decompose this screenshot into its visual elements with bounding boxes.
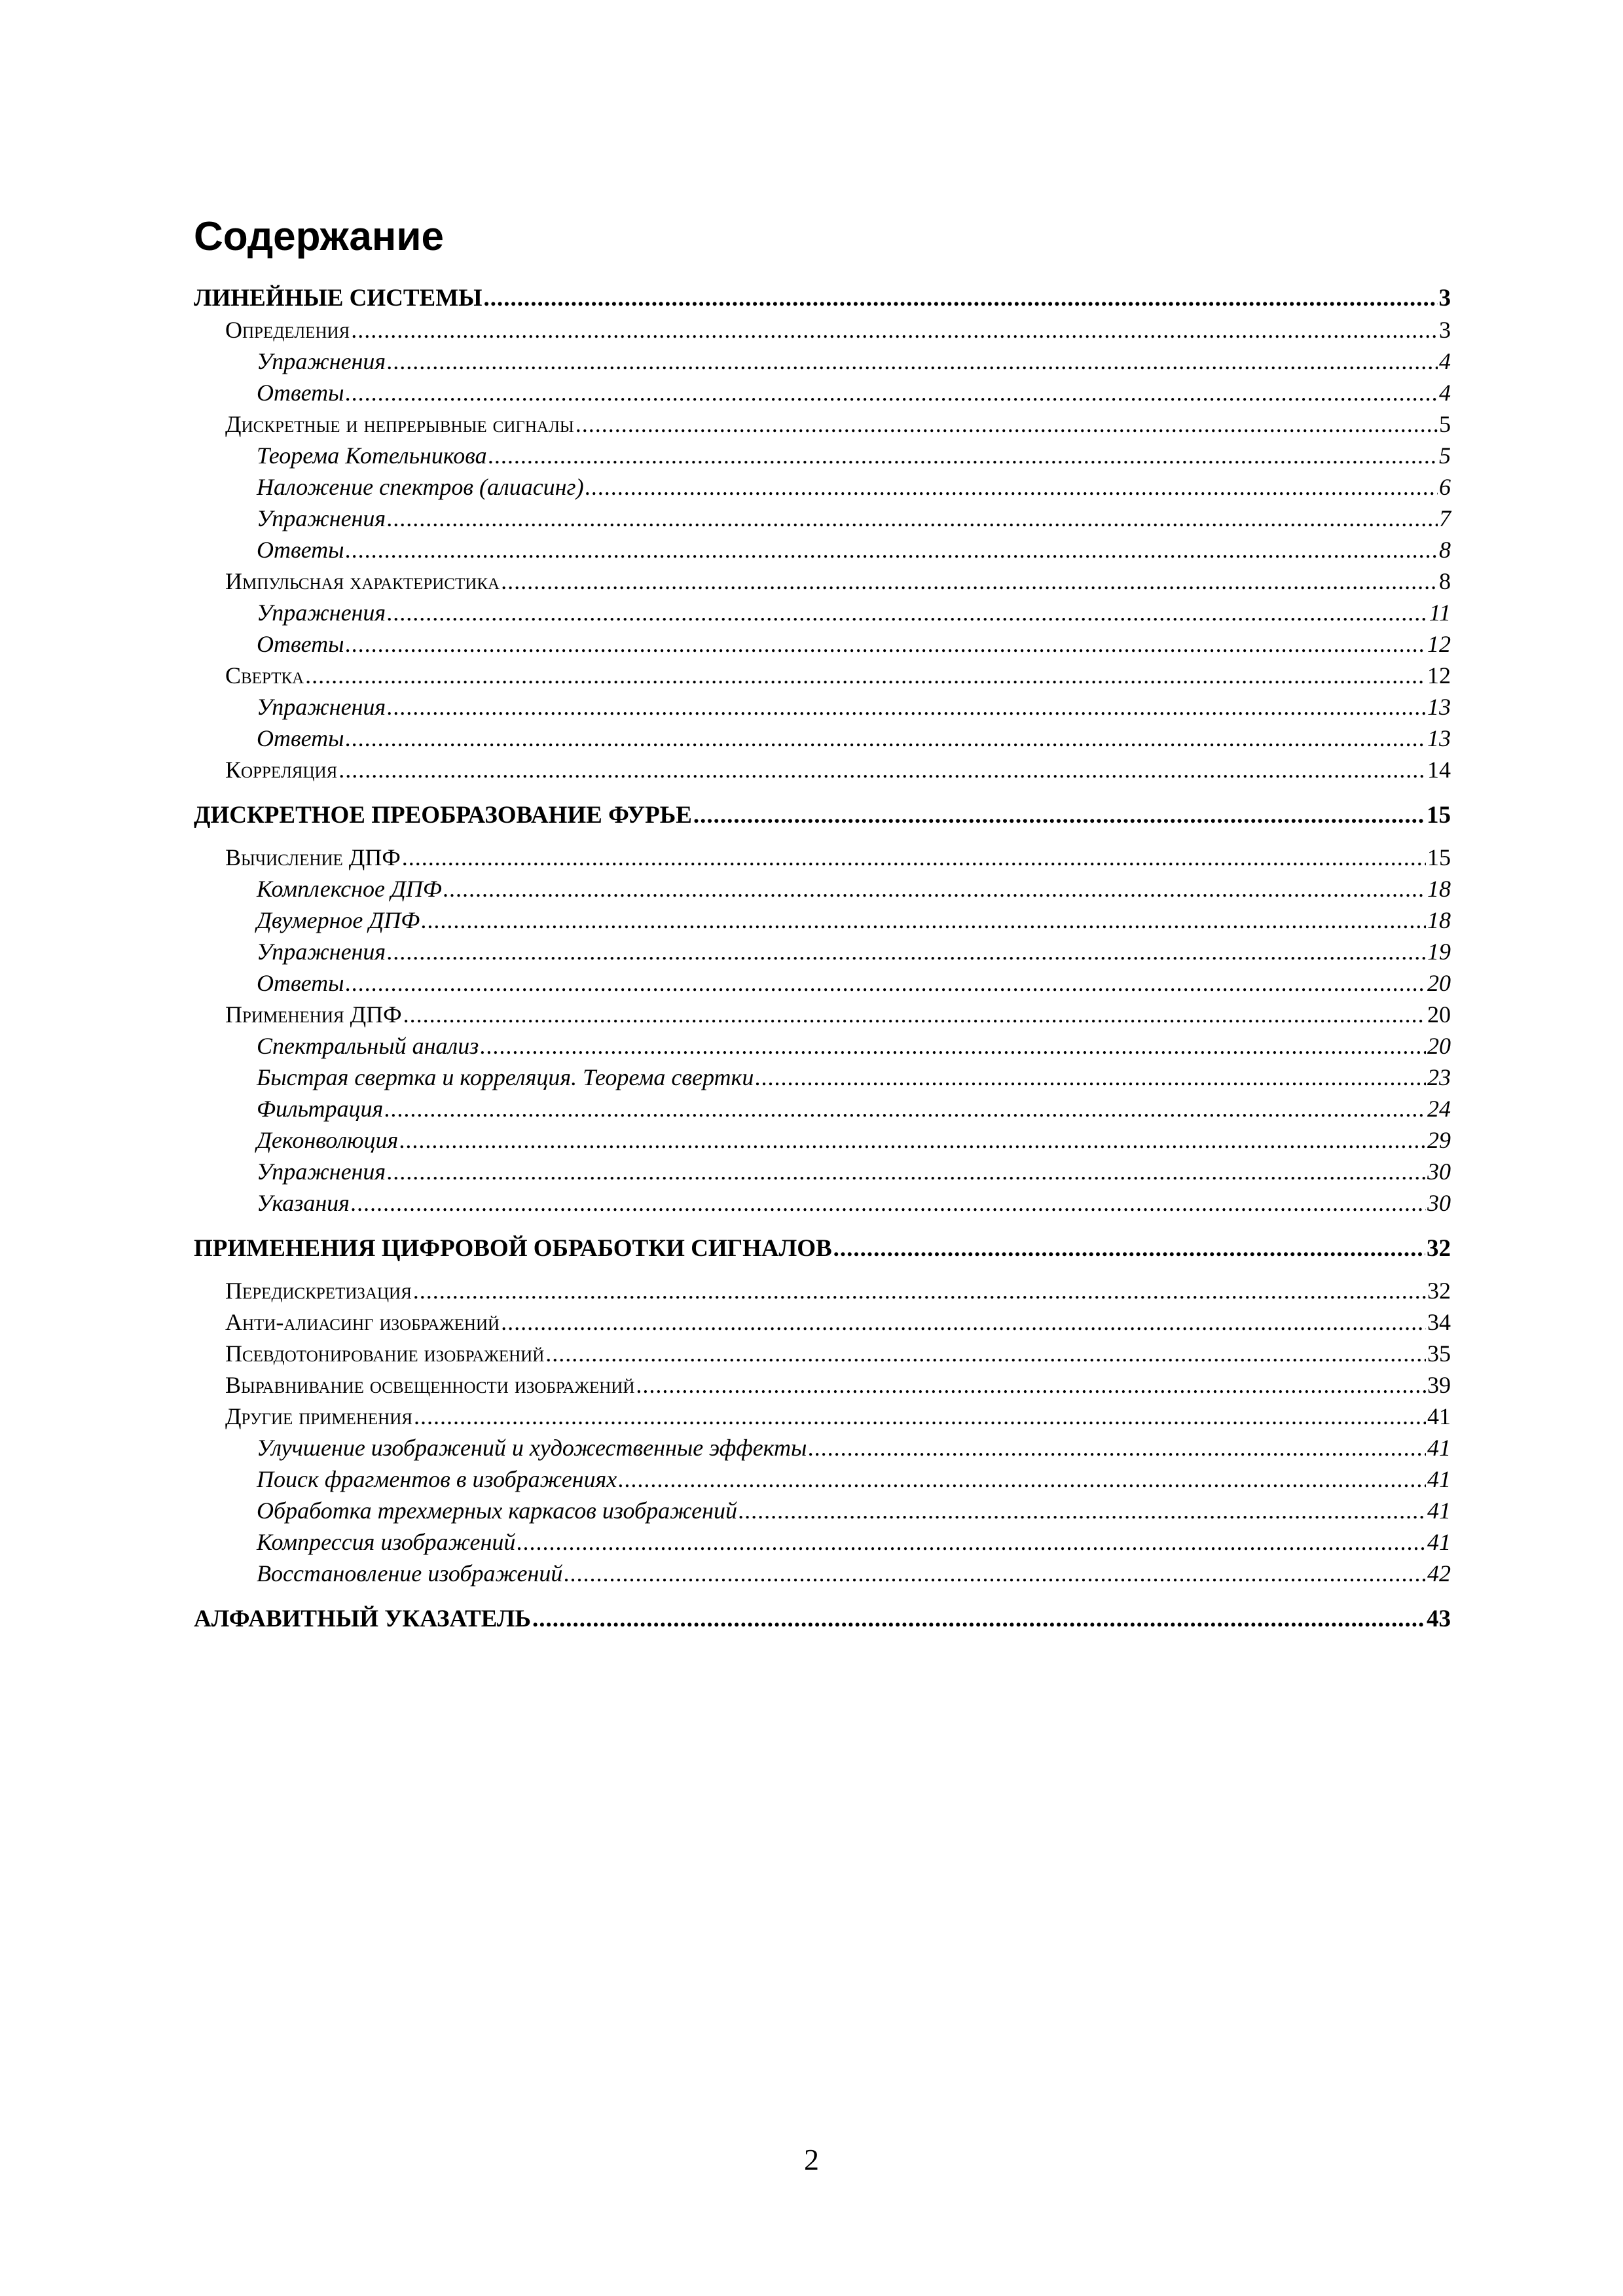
toc-entry-page: 11 <box>1429 600 1451 626</box>
page-title: Содержание <box>194 214 444 259</box>
dot-leader <box>338 754 1426 785</box>
dot-leader <box>739 1495 1426 1526</box>
page-number: 2 <box>804 2143 819 2176</box>
toc-entry-page: 42 <box>1427 1560 1451 1587</box>
toc-entry-label: Дискретные и непрерывные сигналы <box>225 411 574 437</box>
toc-entry-label: Ответы <box>257 631 344 657</box>
toc-subsection-hints[interactable] <box>194 1187 1451 1219</box>
dot-leader <box>402 842 1426 873</box>
toc-section-definitions[interactable] <box>194 314 1451 346</box>
dot-leader <box>387 346 1438 377</box>
toc-subsection-kotelnikov-theorem[interactable] <box>194 440 1451 471</box>
dot-leader <box>346 534 1438 565</box>
toc-entry-label: Восстановление изображений <box>257 1560 563 1587</box>
toc-entry-label: Определения <box>225 317 350 343</box>
dot-leader <box>517 1526 1426 1558</box>
toc-entry-page: 3 <box>1439 317 1451 343</box>
dot-leader <box>384 1093 1426 1124</box>
dot-leader <box>414 1401 1426 1432</box>
toc-entry-page: 29 <box>1427 1127 1451 1153</box>
toc-entry-label: Упражнения <box>257 1158 386 1185</box>
toc-subsection-answers[interactable] <box>194 628 1451 660</box>
toc-entry-page: 4 <box>1439 380 1451 406</box>
toc-entry-label: Свертка <box>225 662 304 689</box>
toc-entry-page: 5 <box>1439 442 1451 469</box>
toc-entry-label: Импульсная характеристика <box>225 568 500 594</box>
toc-subsection-exercises[interactable] <box>194 691 1451 723</box>
toc-entry-page: 23 <box>1427 1064 1451 1090</box>
toc-entry-label: Указания <box>257 1190 350 1216</box>
toc-chapter-linear-systems[interactable] <box>194 283 1451 314</box>
toc-entry-page: 32 <box>1427 1278 1451 1304</box>
dot-leader <box>483 283 1437 314</box>
toc-entry-label: Ответы <box>257 537 344 563</box>
toc-entry-label: Теорема Котельникова <box>257 442 487 469</box>
toc-entry-label: Обработка трехмерных каркасов изображений <box>257 1498 737 1524</box>
toc-entry-label: Деконволюция <box>257 1127 399 1153</box>
dot-leader <box>618 1463 1426 1495</box>
dot-leader <box>346 377 1438 408</box>
dot-leader <box>305 660 1426 691</box>
toc-subsection-2d-dft[interactable] <box>194 905 1451 936</box>
toc-entry-page: 20 <box>1427 1033 1451 1059</box>
toc-entry-page: 41 <box>1427 1435 1451 1461</box>
toc-entry-page: 5 <box>1439 411 1451 437</box>
dot-leader <box>387 691 1426 723</box>
toc-subsection-answers[interactable] <box>194 723 1451 754</box>
toc-entry-label: Упражнения <box>257 505 386 531</box>
dot-leader <box>480 1030 1426 1062</box>
dot-leader <box>413 1275 1426 1306</box>
dot-leader <box>387 936 1426 967</box>
toc-entry-page: 20 <box>1427 1001 1451 1028</box>
dot-leader <box>421 905 1426 936</box>
dot-leader <box>575 408 1438 440</box>
dot-leader <box>351 314 1438 346</box>
toc-entry-label: Наложение спектров (алиасинг) <box>257 474 584 500</box>
toc-entry-page: 8 <box>1439 568 1451 594</box>
toc-section-dft-applications[interactable] <box>194 999 1451 1030</box>
toc-entry-page: 12 <box>1427 662 1451 689</box>
toc-subsection-complex-dft[interactable] <box>194 873 1451 905</box>
toc-entry-page: 18 <box>1427 876 1451 902</box>
dot-leader <box>346 967 1426 999</box>
dot-leader <box>387 503 1438 534</box>
toc-entry-page: 30 <box>1427 1190 1451 1216</box>
toc-entry-label: Выравнивание освещенности изображений <box>225 1372 635 1398</box>
dot-leader <box>755 1062 1426 1093</box>
toc-entry-page: 15 <box>1427 844 1451 870</box>
toc-entry-label: Ответы <box>257 380 344 406</box>
toc-section-resampling[interactable] <box>194 1275 1451 1306</box>
dot-leader <box>443 873 1426 905</box>
toc-entry-page: 13 <box>1427 725 1451 751</box>
toc-entry-label: Компрессия изображений <box>257 1529 516 1555</box>
toc-subsection-fast-convolution[interactable] <box>194 1062 1451 1093</box>
toc-subsection-image-restoration[interactable] <box>194 1558 1451 1589</box>
toc-entry-label: АЛФАВИТНЫЙ УКАЗАТЕЛЬ <box>194 1605 531 1632</box>
toc-entry-page: 32 <box>1427 1235 1451 1262</box>
toc-entry-label: ПРИМЕНЕНИЯ ЦИФРОВОЙ ОБРАБОТКИ СИГНАЛОВ <box>194 1235 832 1262</box>
toc-entry-page: 6 <box>1439 474 1451 500</box>
toc-section-impulse-response[interactable] <box>194 565 1451 597</box>
dot-leader <box>532 1604 1425 1635</box>
toc-subsection-filtering[interactable] <box>194 1093 1451 1124</box>
toc-entry-page: 8 <box>1439 537 1451 563</box>
dot-leader <box>387 597 1428 628</box>
dot-leader <box>399 1124 1426 1156</box>
toc-entry-page: 41 <box>1427 1403 1451 1429</box>
dot-leader <box>488 440 1438 471</box>
toc-entry-label: ДИСКРЕТНОЕ ПРЕОБРАЗОВАНИЕ ФУРЬЕ <box>194 802 692 829</box>
dot-leader <box>346 723 1426 754</box>
dot-leader <box>833 1233 1425 1265</box>
toc-subsection-image-enhancement[interactable] <box>194 1432 1451 1463</box>
toc-entry-page: 15 <box>1427 802 1451 829</box>
toc-entry-label: Передискретизация <box>225 1278 412 1304</box>
toc-subsection-exercises[interactable] <box>194 503 1451 534</box>
toc-entry-page: 18 <box>1427 907 1451 933</box>
toc-entry-label: Упражнения <box>257 600 386 626</box>
toc-subsection-exercises[interactable] <box>194 1156 1451 1187</box>
toc-subsection-image-compression[interactable] <box>194 1526 1451 1558</box>
toc-subsection-exercises[interactable] <box>194 597 1451 628</box>
toc-entry-label: Другие применения <box>225 1403 412 1429</box>
toc-entry-label: Применения ДПФ <box>225 1001 402 1028</box>
toc-entry-page: 20 <box>1427 970 1451 996</box>
toc-entry-page: 35 <box>1427 1340 1451 1367</box>
toc-entry-label: Вычисление ДПФ <box>225 844 401 870</box>
toc-section-other-applications[interactable] <box>194 1401 1451 1432</box>
dot-leader <box>351 1187 1426 1219</box>
toc-subsection-fragment-search[interactable] <box>194 1463 1451 1495</box>
toc-entry-page: 3 <box>1438 285 1451 312</box>
toc-section-illumination-equalization[interactable] <box>194 1369 1451 1401</box>
dot-leader <box>564 1558 1426 1589</box>
toc-entry-label: Поиск фрагментов в изображениях <box>257 1466 617 1492</box>
dot-leader <box>501 1306 1426 1338</box>
toc-subsection-answers[interactable] <box>194 967 1451 999</box>
toc-entry-label: Быстрая свертка и корреляция. Теорема свертки <box>257 1064 754 1090</box>
toc-section-dft-computation[interactable] <box>194 842 1451 873</box>
toc-entry-label: Псевдотонирование изображений <box>225 1340 545 1367</box>
toc-subsection-answers[interactable] <box>194 377 1451 408</box>
dot-leader <box>387 1156 1426 1187</box>
table-of-contents <box>194 283 1451 1635</box>
toc-subsection-answers[interactable] <box>194 534 1451 565</box>
toc-entry-page: 34 <box>1427 1309 1451 1335</box>
toc-section-discrete-continuous-signals[interactable] <box>194 408 1451 440</box>
dot-leader <box>808 1432 1426 1463</box>
toc-entry-label: Комплексное ДПФ <box>257 876 442 902</box>
toc-entry-page: 4 <box>1439 348 1451 374</box>
dot-leader <box>545 1338 1426 1369</box>
dot-leader <box>346 628 1426 660</box>
toc-entry-page: 43 <box>1427 1605 1451 1632</box>
dot-leader <box>403 999 1426 1030</box>
toc-entry-label: Анти-алиасинг изображений <box>225 1309 500 1335</box>
toc-entry-label: Спектральный анализ <box>257 1033 479 1059</box>
toc-entry-label: Ответы <box>257 725 344 751</box>
dot-leader <box>585 471 1438 503</box>
toc-entry-page: 19 <box>1427 939 1451 965</box>
toc-section-convolution[interactable] <box>194 660 1451 691</box>
toc-subsection-spectral-analysis[interactable] <box>194 1030 1451 1062</box>
toc-entry-page: 7 <box>1439 505 1451 531</box>
toc-entry-label: Корреляция <box>225 757 338 783</box>
toc-entry-label: Двумерное ДПФ <box>257 907 420 933</box>
toc-entry-label: Ответы <box>257 970 344 996</box>
toc-entry-page: 24 <box>1427 1096 1451 1122</box>
toc-subsection-exercises[interactable] <box>194 346 1451 377</box>
toc-chapter-alphabetical-index[interactable] <box>194 1604 1451 1635</box>
toc-entry-label: Упражнения <box>257 694 386 720</box>
toc-chapter-dsp-applications[interactable] <box>194 1233 1451 1265</box>
dot-leader <box>693 800 1425 831</box>
toc-entry-label: ЛИНЕЙНЫЕ СИСТЕМЫ <box>194 285 483 312</box>
toc-entry-page: 12 <box>1427 631 1451 657</box>
toc-entry-label: Упражнения <box>257 939 386 965</box>
toc-entry-page: 41 <box>1427 1529 1451 1555</box>
toc-section-image-antialiasing[interactable] <box>194 1306 1451 1338</box>
toc-entry-page: 14 <box>1427 757 1451 783</box>
toc-subsection-aliasing[interactable] <box>194 471 1451 503</box>
toc-subsection-deconvolution[interactable] <box>194 1124 1451 1156</box>
dot-leader <box>501 565 1438 597</box>
toc-entry-label: Фильтрация <box>257 1096 384 1122</box>
toc-entry-label: Упражнения <box>257 348 386 374</box>
toc-entry-page: 41 <box>1427 1498 1451 1524</box>
toc-chapter-dft[interactable] <box>194 800 1451 831</box>
toc-section-correlation[interactable] <box>194 754 1451 785</box>
toc-section-image-halftoning[interactable] <box>194 1338 1451 1369</box>
toc-subsection-exercises[interactable] <box>194 936 1451 967</box>
toc-entry-page: 39 <box>1427 1372 1451 1398</box>
toc-entry-page: 30 <box>1427 1158 1451 1185</box>
dot-leader <box>636 1369 1426 1401</box>
toc-entry-label: Улучшение изображений и художественные эффекты <box>257 1435 807 1461</box>
toc-entry-page: 41 <box>1427 1466 1451 1492</box>
toc-subsection-3d-mesh-processing[interactable] <box>194 1495 1451 1526</box>
toc-entry-page: 13 <box>1427 694 1451 720</box>
